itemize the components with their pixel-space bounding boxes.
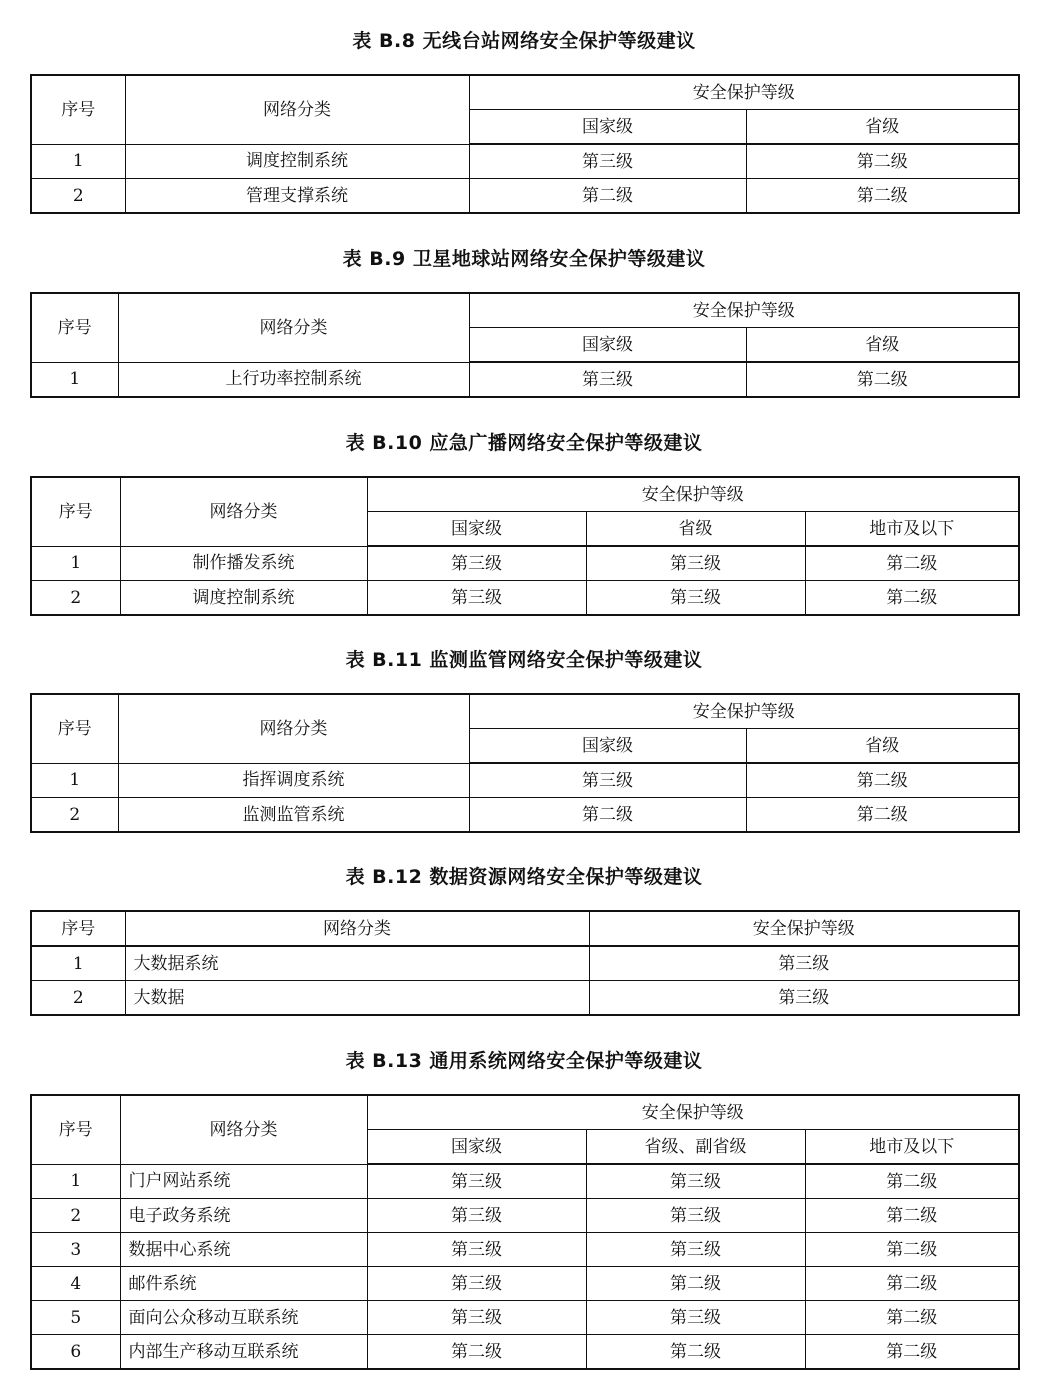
cell-category: 大数据系统 (125, 946, 589, 981)
header-level: 国家级 (367, 1130, 586, 1165)
header-index: 序号 (31, 694, 118, 763)
cell-level: 第三级 (586, 581, 805, 616)
header-level-group: 安全保护等级 (367, 1095, 1019, 1130)
cell-category: 上行功率控制系统 (118, 362, 469, 397)
cell-level: 第二级 (746, 179, 1019, 214)
cell-index: 1 (31, 1164, 120, 1199)
header-index: 序号 (31, 75, 125, 144)
cell-level: 第二级 (367, 1335, 586, 1370)
cell-level: 第三级 (367, 1199, 586, 1233)
cell-category: 管理支撑系统 (125, 179, 469, 214)
cell-level: 第二级 (746, 144, 1019, 179)
header-level: 地市及以下 (805, 1130, 1019, 1165)
header-index: 序号 (31, 911, 125, 946)
header-level: 地市及以下 (805, 512, 1019, 547)
table-caption: 表 B.11 监测监管网络安全保护等级建议 (345, 649, 703, 671)
cell-level: 第二级 (805, 1301, 1019, 1335)
cell-level: 第二级 (586, 1335, 805, 1370)
table-row (31, 362, 1019, 397)
header-category: 网络分类 (125, 75, 469, 144)
cell-category: 调度控制系统 (120, 581, 367, 616)
cell-index: 2 (31, 179, 125, 214)
table-row (31, 798, 1019, 833)
cell-index: 2 (31, 981, 125, 1016)
header-category: 网络分类 (120, 1095, 367, 1164)
cell-level: 第三级 (586, 1301, 805, 1335)
cell-level: 第二级 (805, 546, 1019, 581)
cell-level: 第三级 (586, 1164, 805, 1199)
cell-index: 1 (31, 362, 118, 397)
cell-level: 第三级 (367, 581, 586, 616)
header-level: 国家级 (367, 512, 586, 547)
header-level-group: 安全保护等级 (367, 477, 1019, 512)
table-caption: 表 B.12 数据资源网络安全保护等级建议 (345, 866, 703, 888)
header-category: 网络分类 (120, 477, 367, 546)
cell-level: 第三级 (469, 362, 746, 397)
header-level-group: 安全保护等级 (589, 911, 1019, 946)
cell-index: 5 (31, 1301, 120, 1335)
cell-level: 第二级 (586, 1267, 805, 1301)
cell-level: 第三级 (589, 981, 1019, 1016)
cell-index: 2 (31, 1199, 120, 1233)
cell-index: 3 (31, 1233, 120, 1267)
table-caption: 表 B.13 通用系统网络安全保护等级建议 (345, 1050, 703, 1072)
cell-level: 第二级 (469, 179, 746, 214)
table-grid (30, 1094, 1020, 1370)
cell-level: 第二级 (805, 581, 1019, 616)
cell-level: 第二级 (805, 1233, 1019, 1267)
table-row (31, 546, 1019, 581)
cell-level: 第二级 (805, 1267, 1019, 1301)
cell-level: 第三级 (586, 1233, 805, 1267)
header-category: 网络分类 (125, 911, 589, 946)
cell-index: 2 (31, 581, 120, 616)
cell-level: 第二级 (469, 798, 746, 833)
cell-category: 监测监管系统 (118, 798, 469, 833)
cell-level: 第三级 (586, 546, 805, 581)
cell-level: 第二级 (805, 1335, 1019, 1370)
table-row (31, 179, 1019, 214)
header-index: 序号 (31, 477, 120, 546)
table-row (31, 144, 1019, 179)
header-level-group: 安全保护等级 (469, 694, 1019, 729)
header-level: 省级 (746, 328, 1019, 363)
table-grid (30, 693, 1020, 833)
table-grid (30, 910, 1020, 1016)
cell-category: 数据中心系统 (120, 1233, 367, 1267)
table-grid (30, 74, 1020, 214)
table-grid (30, 292, 1020, 398)
table-row (31, 1164, 1019, 1199)
header-level: 省级 (746, 110, 1019, 145)
table-caption: 表 B.9 卫星地球站网络安全保护等级建议 (342, 248, 706, 270)
cell-level: 第二级 (746, 763, 1019, 798)
cell-level: 第二级 (746, 798, 1019, 833)
cell-category: 调度控制系统 (125, 144, 469, 179)
cell-category: 面向公众移动互联系统 (120, 1301, 367, 1335)
header-level: 省级、副省级 (586, 1130, 805, 1165)
table-grid (30, 476, 1020, 616)
cell-level: 第三级 (367, 546, 586, 581)
header-category: 网络分类 (118, 694, 469, 763)
cell-index: 6 (31, 1335, 120, 1370)
table-row (31, 1199, 1019, 1233)
cell-level: 第三级 (367, 1267, 586, 1301)
table-row (31, 1233, 1019, 1267)
cell-index: 2 (31, 798, 118, 833)
header-index: 序号 (31, 293, 118, 362)
header-level: 国家级 (469, 328, 746, 363)
table-row (31, 1267, 1019, 1301)
cell-category: 电子政务系统 (120, 1199, 367, 1233)
table-row (31, 981, 1019, 1016)
cell-index: 1 (31, 546, 120, 581)
cell-category: 制作播发系统 (120, 546, 367, 581)
cell-level: 第三级 (589, 946, 1019, 981)
header-level-group: 安全保护等级 (469, 75, 1019, 110)
table-row (31, 1335, 1019, 1370)
header-category: 网络分类 (118, 293, 469, 362)
cell-category: 指挥调度系统 (118, 763, 469, 798)
cell-level: 第三级 (367, 1233, 586, 1267)
cell-index: 4 (31, 1267, 120, 1301)
header-level-group: 安全保护等级 (469, 293, 1019, 328)
cell-index: 1 (31, 946, 125, 981)
cell-level: 第三级 (469, 144, 746, 179)
cell-index: 1 (31, 144, 125, 179)
header-level: 省级 (586, 512, 805, 547)
header-level: 省级 (746, 729, 1019, 764)
cell-category: 内部生产移动互联系统 (120, 1335, 367, 1370)
cell-category: 门户网站系统 (120, 1164, 367, 1199)
cell-index: 1 (31, 763, 118, 798)
cell-level: 第二级 (805, 1199, 1019, 1233)
header-index: 序号 (31, 1095, 120, 1164)
header-level: 国家级 (469, 729, 746, 764)
table-row (31, 1301, 1019, 1335)
table-row (31, 946, 1019, 981)
cell-level: 第三级 (586, 1199, 805, 1233)
cell-level: 第二级 (805, 1164, 1019, 1199)
table-row (31, 581, 1019, 616)
cell-level: 第三级 (469, 763, 746, 798)
cell-level: 第二级 (746, 362, 1019, 397)
cell-level: 第三级 (367, 1164, 586, 1199)
header-level: 国家级 (469, 110, 746, 145)
cell-category: 大数据 (125, 981, 589, 1016)
cell-level: 第三级 (367, 1301, 586, 1335)
cell-category: 邮件系统 (120, 1267, 367, 1301)
table-caption: 表 B.8 无线台站网络安全保护等级建议 (352, 30, 696, 52)
table-row (31, 763, 1019, 798)
table-caption: 表 B.10 应急广播网络安全保护等级建议 (345, 432, 703, 454)
